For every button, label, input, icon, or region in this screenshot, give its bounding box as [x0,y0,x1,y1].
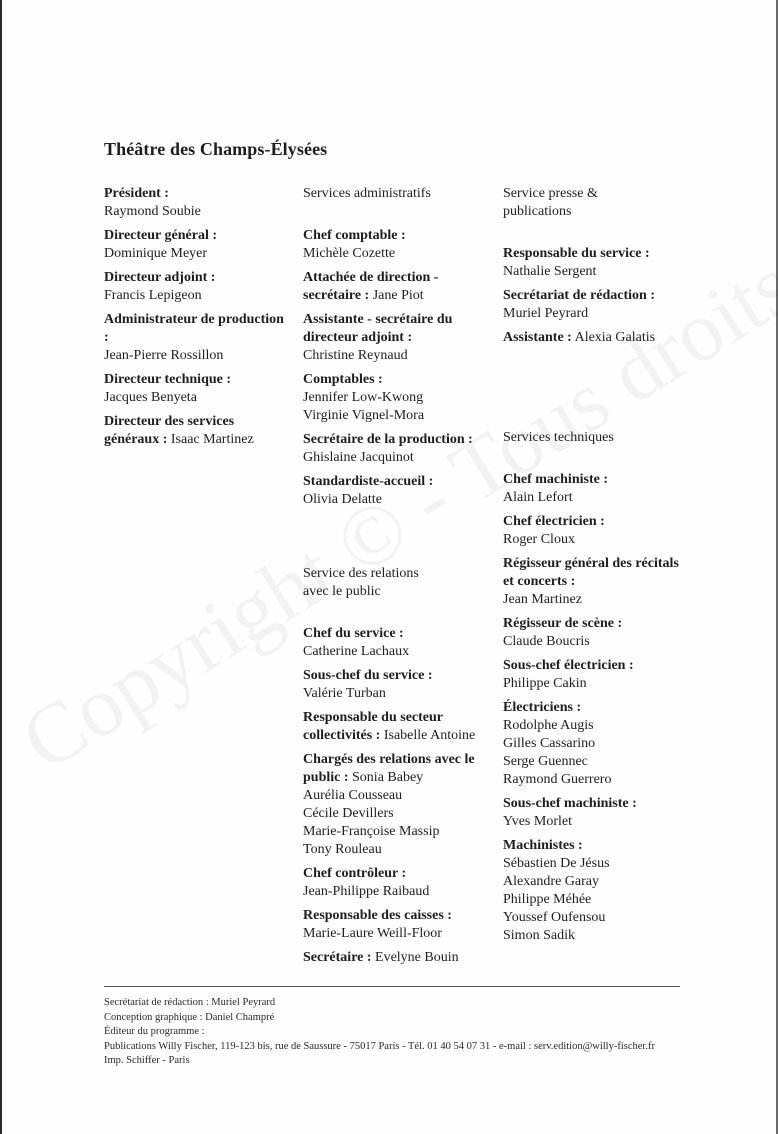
staff-role: Secrétariat de rédaction : [503,288,655,303]
staff-role: Responsable du secteur collectivités : [303,710,443,743]
staff-name: Ghislaine Jacquinot [303,450,414,465]
staff-role: Sous-chef électricien : [503,658,634,673]
staff-entry [503,699,693,789]
staff-role: Chef électricien : [503,514,605,529]
staff-entry [503,329,693,347]
staff-role: Sous-chef machiniste : [503,796,637,811]
staff-role: Secrétaire : [303,950,372,965]
column-direction [104,185,289,455]
staff-entry [503,795,693,831]
colophon-line: Conception graphique : Daniel Champré [104,1011,275,1023]
staff-entry [503,657,693,693]
staff-entry [303,473,493,509]
staff-name: Rodolphe Augis Gilles Cassarino Serge Guennec Raymond Guerrero [503,718,612,787]
staff-name: Muriel Peyrard [503,306,589,321]
column-press-technical [503,185,693,951]
staff-entry [503,287,693,323]
staff-entry [303,269,493,305]
staff-entry [503,245,693,281]
admin-staff-list [303,227,493,509]
public-relations-staff-list [303,625,493,967]
staff-role: Directeur général : [104,228,217,243]
staff-role: Directeur adjoint : [104,270,216,285]
staff-name: Raymond Soubie [104,204,201,219]
staff-role: Chef du service : [303,626,404,641]
staff-entry [303,709,493,745]
staff-role: Électriciens : [503,700,582,715]
staff-name: Jean-Philippe Raibaud [303,884,430,899]
staff-entry [503,471,693,507]
staff-role: Chargés des relations avec le public : [303,752,475,785]
staff-role: Responsable des caisses : [303,908,452,923]
section-heading-public-relations: Service des relations avec le public [303,566,419,599]
staff-role: Responsable du service : [503,246,650,261]
staff-entry [303,311,493,365]
staff-name: Christine Reynaud [303,348,408,363]
staff-entry [503,513,693,549]
staff-role: Régisseur de scène : [503,616,623,631]
staff-entry [104,269,289,305]
section-heading-technical: Services techniques [503,430,614,445]
footer-divider [104,986,680,987]
colophon-line: Secrétariat de rédaction : Muriel Peyrard [104,997,276,1008]
staff-name: Yves Morlet [503,814,572,829]
staff-entry [104,413,289,449]
staff-entry [303,949,493,967]
staff-entry [104,311,289,365]
staff-role: Administrateur de production : [104,312,284,345]
staff-role: Standardiste-accueil : [303,474,434,489]
staff-entry [104,185,289,221]
staff-name: Marie-Laure Weill-Floor [303,926,442,941]
staff-name: Roger Cloux [503,532,575,547]
staff-role: Assistante - secrétaire du directeur adjoint : [303,312,453,345]
staff-name: Sébastien De Jésus Alexandre Garay Philippe Méhée Youssef Oufensou Simon Sadik [503,856,610,943]
staff-name: Valérie Turban [303,686,386,701]
technical-staff-list [503,471,693,945]
staff-name: Olivia Delatte [303,492,382,507]
page-title: Théâtre des Champs-Élysées [104,139,328,159]
section-heading-admin: Services administratifs [303,186,431,201]
staff-entry [303,431,493,467]
staff-name: Jennifer Low-Kwong Virginie Vignel-Mora [303,390,425,423]
staff-name: Jane Piot [372,288,424,303]
staff-entry [303,667,493,703]
staff-role: Attachée de direction - secrétaire : [303,270,439,303]
staff-entry [303,751,493,859]
column-administration [303,185,493,973]
staff-role: Chef machiniste : [503,472,608,487]
staff-entry [503,555,693,609]
staff-entry [104,227,289,263]
staff-name: Catherine Lachaux [303,644,410,659]
staff-role: Machinistes : [503,838,583,853]
staff-role: Directeur technique : [104,372,232,387]
staff-entry [303,865,493,901]
staff-entry [303,371,493,425]
staff-role: Régisseur général des récitals et concerts : [503,556,679,589]
staff-role: Chef comptable : [303,228,406,243]
staff-name: Francis Lepigeon [104,288,202,303]
staff-name: Evelyne Bouin [375,950,459,965]
staff-role: Directeur des services généraux : [104,414,235,447]
section-heading-press: Service presse & publications [503,186,598,219]
staff-role: Assistante : [503,330,572,345]
staff-role: Comptables : [303,372,383,387]
staff-entry [503,837,693,945]
staff-role: Sous-chef du service : [303,668,433,683]
staff-name: Jean-Pierre Rossillon [104,348,224,363]
staff-name: Nathalie Sergent [503,264,597,279]
staff-role: Chef contrôleur : [303,866,407,881]
staff-name: Alain Lefort [503,490,573,505]
staff-name: Jean Martinez [503,592,582,607]
staff-name: Isabelle Antoine [383,728,476,743]
colophon-line: Éditeur du programme : [104,1026,205,1038]
staff-name: Jacques Benyeta [104,390,197,405]
staff-name: Isaac Martinez [170,432,254,447]
staff-name: Claude Boucris [503,634,590,649]
staff-entry [104,371,289,407]
colophon [104,996,655,1069]
staff-entry [303,625,493,661]
colophon-line: Publications Willy Fischer, 119-123 bis, rue de Saussure - 75017 Paris - Tél. 01 40 54 07 31 - e-mail : serv.edition@willy-fischer.fr [104,1040,655,1052]
staff-entry [303,907,493,943]
staff-name: Dominique Meyer [104,246,208,261]
staff-entry [503,615,693,651]
staff-role: Président : [104,186,169,201]
staff-entry [303,227,493,263]
staff-name: Philippe Cakin [503,676,587,691]
staff-name: Alexia Galatis [574,330,656,345]
staff-name: Michèle Cozette [303,246,396,261]
staff-role: Secrétaire de la production : [303,432,473,447]
staff-name: Sonia Babey Aurélia Cousseau Cécile Devillers Marie-Françoise Massip Tony Rouleau [303,770,440,857]
press-staff-list [503,245,693,347]
colophon-line: Imp. Schiffer - Paris [104,1055,190,1067]
